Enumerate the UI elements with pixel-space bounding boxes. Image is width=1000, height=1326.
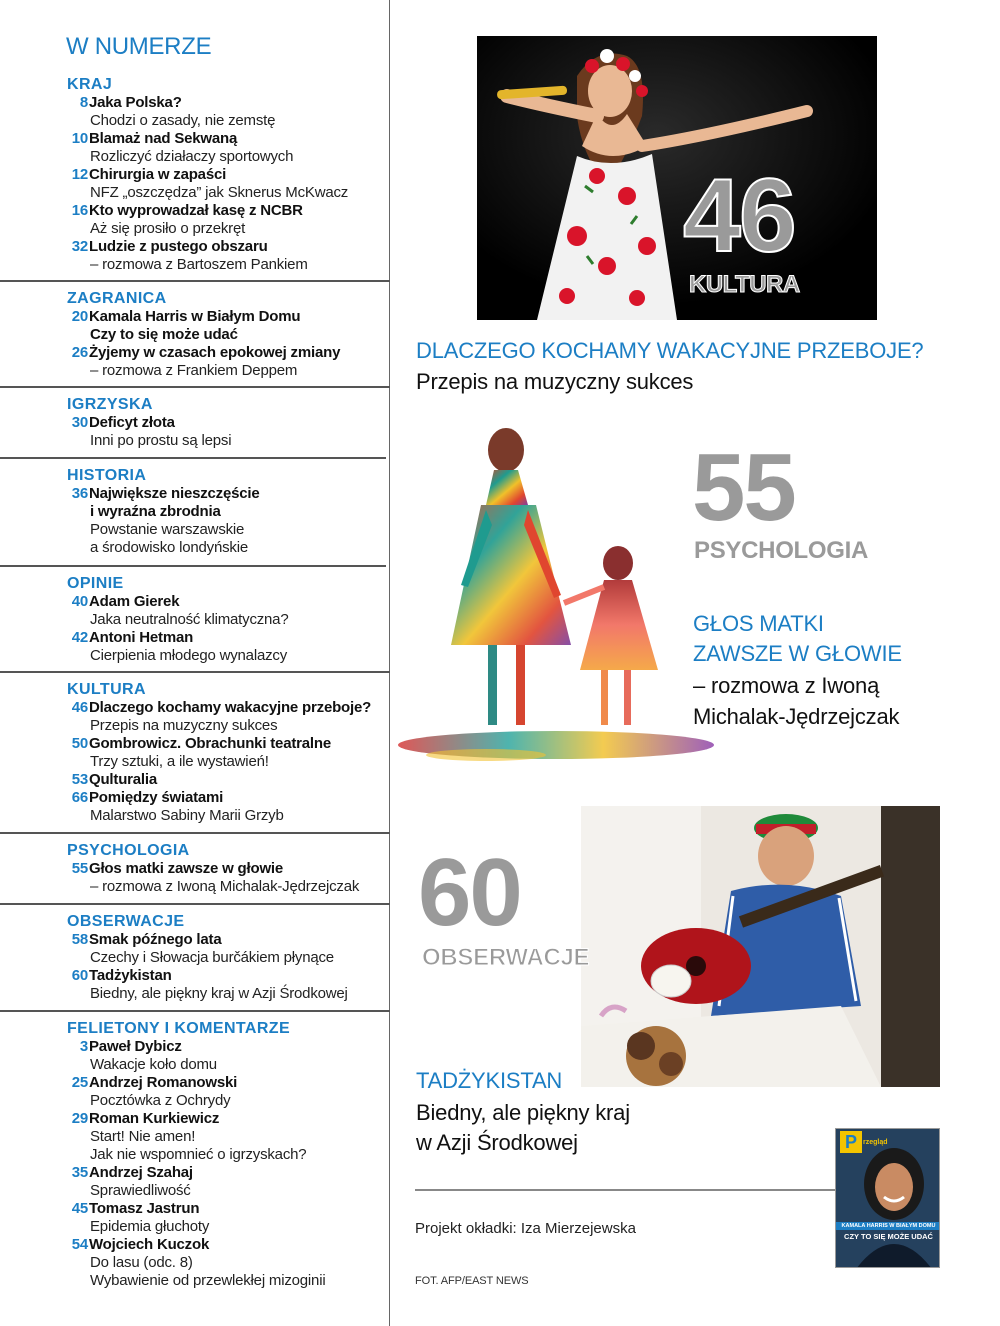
psychologia-page-number: 55 [692,434,795,541]
cover-thumbnail [835,1128,940,1268]
toc-item-page: 36 [71,485,88,502]
toc-section-heading: OPINIE [67,575,124,592]
toc-item-subtitle: Pocztówka z Ochrydy [90,1092,231,1109]
toc-item-title: Blamaż nad Sekwaną [89,130,238,147]
toc-item-subtitle: Wakacje koło domu [90,1056,217,1073]
toc-item-subtitle: NFZ „oszczędza” jak Sknerus McKwacz [90,184,349,201]
toc-item-title: Tomasz Jastrun [89,1200,200,1217]
singer-illustration [477,36,877,320]
toc-item[interactable] [66,485,260,502]
toc-item[interactable] [66,166,226,183]
toc-item-subtitle: Trzy sztuki, a ile wystawień! [90,753,269,770]
toc-item-subtitle: – rozmowa z Frankiem Deppem [90,362,298,379]
toc-section-heading: OBSERWACJE [67,913,185,930]
toc-item-page: 55 [71,860,88,877]
toc-section-heading: ZAGRANICA [67,290,167,307]
toc-item-subtitle: Start! Nie amen! [90,1128,196,1145]
toc-item-page: 46 [71,699,88,716]
toc-item-subtitle: a środowisko londyńskie [90,539,248,556]
toc-item-page: 58 [71,931,88,948]
toc-item[interactable] [66,308,300,325]
toc-item-title: Deficyt złota [89,414,175,431]
toc-item-page: 32 [71,238,88,255]
table-of-contents [0,0,390,1326]
toc-item-title: Antoni Hetman [89,629,194,646]
toc-item-subtitle: Czy to się może udać [90,326,238,343]
toc-item-subtitle: Inni po prostu są lepsi [90,432,232,449]
toc-item-subtitle: Przepis na muzyczny sukces [90,717,278,734]
toc-item-title: Kto wyprowadzał kasę z NCBR [89,202,303,219]
toc-item[interactable] [66,931,221,948]
toc-item[interactable] [66,1164,193,1181]
psychologia-watercolor-illustration [396,415,716,780]
kultura-subline: Przepis na muzyczny sukces [416,369,694,394]
toc-item[interactable] [66,238,268,255]
toc-item-page: 16 [71,202,88,219]
cover-design-credit: Projekt okładki: Iza Mierzejewska [415,1220,636,1237]
toc-item-subtitle: Jak nie wspomnieć o igrzyskach? [90,1146,307,1163]
toc-item-subtitle: Wybawienie od przewlekłej mizoginii [90,1272,326,1289]
toc-section-divider [0,903,390,905]
toc-item-subtitle: Malarstwo Sabiny Marii Grzyb [90,807,284,824]
toc-item-page: 53 [71,771,88,788]
toc-item[interactable] [66,789,223,806]
psychologia-section-label: PSYCHOLOGIA [694,537,869,564]
toc-item-title: Smak późnego lata [89,931,222,948]
toc-item-subtitle: Sprawiedliwość [90,1182,191,1199]
toc-item-page: 40 [71,593,88,610]
toc-item-subtitle: – rozmowa z Iwoną Michalak-Jędrzejczak [90,878,360,895]
toc-item[interactable] [66,202,303,219]
toc-item-subtitle: Chodzi o zasady, nie zemstę [90,112,276,129]
toc-item-subtitle: – rozmowa z Bartoszem Pankiem [90,256,308,273]
toc-item-subtitle: Cierpienia młodego wynalazcy [90,647,288,664]
toc-item[interactable] [66,629,193,646]
toc-item-title: Andrzej Romanowski [89,1074,238,1091]
toc-item-subtitle: Do lasu (odc. 8) [90,1254,193,1271]
toc-item-title: Gombrowicz. Obrachunki teatralne [89,735,331,752]
toc-item-page: 10 [71,130,88,147]
toc-section-divider [0,386,390,388]
toc-item[interactable] [66,1200,199,1217]
toc-section-divider [0,457,386,459]
toc-item[interactable] [66,344,340,361]
toc-item-page: 12 [71,166,88,183]
cover-thumb-logo-small: rzegląd [863,1139,888,1146]
toc-item[interactable] [66,699,371,716]
toc-item-title: Kamala Harris w Białym Domu [89,308,301,325]
toc-section-heading: FELIETONY I KOMENTARZE [67,1020,291,1037]
toc-section-heading: IGRZYSKA [67,396,153,413]
toc-item-page: 26 [71,344,88,361]
toc-item-subtitle: Czechy i Słowacja burčákiem płynące [90,949,334,966]
toc-item-title: Andrzej Szahaj [89,1164,193,1181]
toc-item[interactable] [66,1236,209,1253]
toc-item-title: Adam Gierek [89,593,180,610]
toc-item-subtitle: Epidemia głuchoty [90,1218,210,1235]
toc-item-title: Roman Kurkiewicz [89,1110,220,1127]
toc-item[interactable] [66,967,172,984]
toc-item-subtitle: Powstanie warszawskie [90,521,245,538]
photo-credit: FOT. AFP/EAST NEWS [415,1275,529,1287]
toc-section-heading: PSYCHOLOGIA [67,842,190,859]
toc-item[interactable] [66,130,237,147]
kultura-section-label: KULTURA [689,271,800,298]
toc-item-page: 8 [79,94,88,111]
toc-item-subtitle: Aż się prosiło o przekręt [90,220,246,237]
cover-divider [415,1189,835,1191]
obserwacje-headline: TADŻYKISTAN [416,1068,563,1093]
toc-item-title: Chirurgia w zapaści [89,166,227,183]
toc-item-title: Paweł Dybicz [89,1038,182,1055]
cover-thumb-line-2: CZY TO SIĘ MOŻE UDAĆ [844,1232,933,1241]
toc-item-page: 66 [71,789,88,806]
toc-item[interactable] [66,1074,237,1091]
toc-section-divider [0,280,390,282]
cover-thumb-logo: P [840,1131,862,1153]
toc-item-title: Dlaczego kochamy wakacyjne przeboje? [89,699,372,716]
toc-item[interactable] [66,94,182,111]
toc-item-title: Jaka Polska? [89,94,182,111]
toc-item-page: 30 [71,414,88,431]
psychologia-sub-line-1: – rozmowa z Iwoną [693,673,880,698]
toc-item-page: 60 [71,967,88,984]
toc-item-title: Żyjemy w czasach epokowej zmiany [89,344,341,361]
toc-item-page: 50 [71,735,88,752]
toc-section-divider [0,1010,390,1012]
toc-item-page: 54 [71,1236,88,1253]
psychologia-headline-line-2: ZAWSZE W GŁOWIE [693,641,902,666]
toc-item-page: 3 [79,1038,88,1055]
obserwacje-section-label: OBSERWACJE [422,944,590,971]
toc-item[interactable] [66,1038,182,1055]
toc-item-title: Wojciech Kuczok [89,1236,210,1253]
toc-item[interactable] [66,593,179,610]
toc-item-page: 35 [71,1164,88,1181]
psychologia-headline-line-1: GŁOS MATKI [693,611,824,636]
kultura-headline: DLACZEGO KOCHAMY WAKACYJNE PRZEBOJE? [416,338,924,363]
toc-item-subtitle: Rozliczyć działaczy sportowych [90,148,294,165]
toc-item-title: Głos matki zawsze w głowie [89,860,284,877]
toc-item-subtitle: i wyraźna zbrodnia [90,503,221,520]
toc-item-page: 20 [71,308,88,325]
toc-item-subtitle: Biedny, ale piękny kraj w Azji Środkowej [90,985,348,1002]
toc-item-title: Pomiędzy światami [89,789,224,806]
toc-item-subtitle: Jaka neutralność klimatyczna? [90,611,289,628]
kultura-photo-singer [477,36,877,320]
psychologia-sub-line-2: Michalak-Jędrzejczak [693,704,900,729]
toc-section-heading: HISTORIA [67,467,147,484]
kultura-page-number: 46 [683,158,795,274]
obserwacje-photo-guitarist [581,806,940,1087]
toc-section-divider [0,832,390,834]
obserwacje-sub-line-2: w Azji Środkowej [416,1130,578,1155]
toc-section-heading: KRAJ [67,76,113,93]
toc-item-title: Qulturalia [89,771,158,788]
obserwacje-page-number: 60 [418,839,521,946]
toc-item[interactable] [66,735,331,752]
toc-title: W NUMERZE [66,33,212,60]
toc-item-page: 45 [71,1200,88,1217]
toc-item[interactable] [66,771,157,788]
toc-item[interactable] [66,414,175,431]
obserwacje-sub-line-1: Biedny, ale piękny kraj [416,1100,630,1125]
toc-item[interactable] [66,1110,219,1127]
toc-section-divider [0,565,386,567]
toc-item-page: 29 [71,1110,88,1127]
toc-section-heading: KULTURA [67,681,146,698]
cover-thumb-line-1: KAMALA HARRIS W BIAŁYM DOMU [836,1222,940,1230]
toc-item-page: 42 [71,629,88,646]
toc-item-title: Tadżykistan [89,967,172,984]
toc-item[interactable] [66,860,283,877]
toc-section-divider [0,671,390,673]
toc-item-title: Największe nieszczęście [89,485,260,502]
toc-item-title: Ludzie z pustego obszaru [89,238,268,255]
toc-item-page: 25 [71,1074,88,1091]
